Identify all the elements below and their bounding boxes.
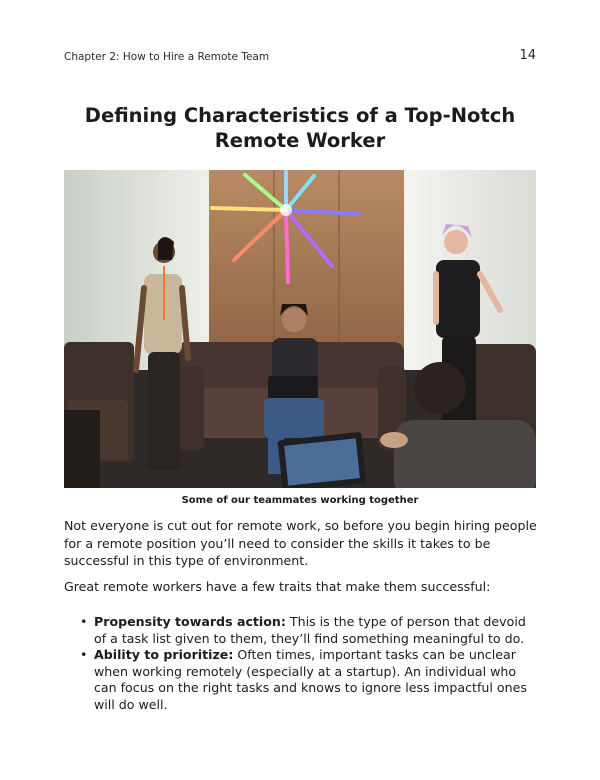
traits-intro-paragraph: Great remote workers have a few traits that make them successful: (64, 579, 491, 594)
team-photo-illustration (64, 170, 536, 488)
list-item (64, 647, 540, 713)
trait-description: Often times, important tasks can be unclear when working remotely (especially at a startup). An individual who can focus on the right tasks and knows to ignore less impactful ones will do well. (94, 647, 527, 712)
list-item (64, 614, 540, 647)
page-number: 14 (519, 48, 536, 63)
trait-name: Ability to prioritize: (94, 647, 234, 662)
team-photo (64, 170, 536, 488)
bullet-icon: • (80, 614, 88, 629)
chapter-title: Chapter 2: How to Hire a Remote Team (64, 51, 270, 63)
trait-name: Propensity towards action: (94, 614, 286, 629)
photo-caption: Some of our teammates working together (181, 495, 419, 506)
bullet-icon: • (80, 647, 88, 662)
intro-paragraph: Not everyone is cut out for remote work, so before you begin hiring people for a remote position you’ll need to consider the skills it takes to be successful in this type of environment. (64, 518, 537, 568)
trait-description: This is the type of person that devoid of a task list given to them, they’ll find something meaningful to do. (94, 614, 526, 646)
traits-list (64, 614, 540, 713)
section-title: Defining Characteristics of a Top-Notch Remote Worker (84, 104, 516, 153)
